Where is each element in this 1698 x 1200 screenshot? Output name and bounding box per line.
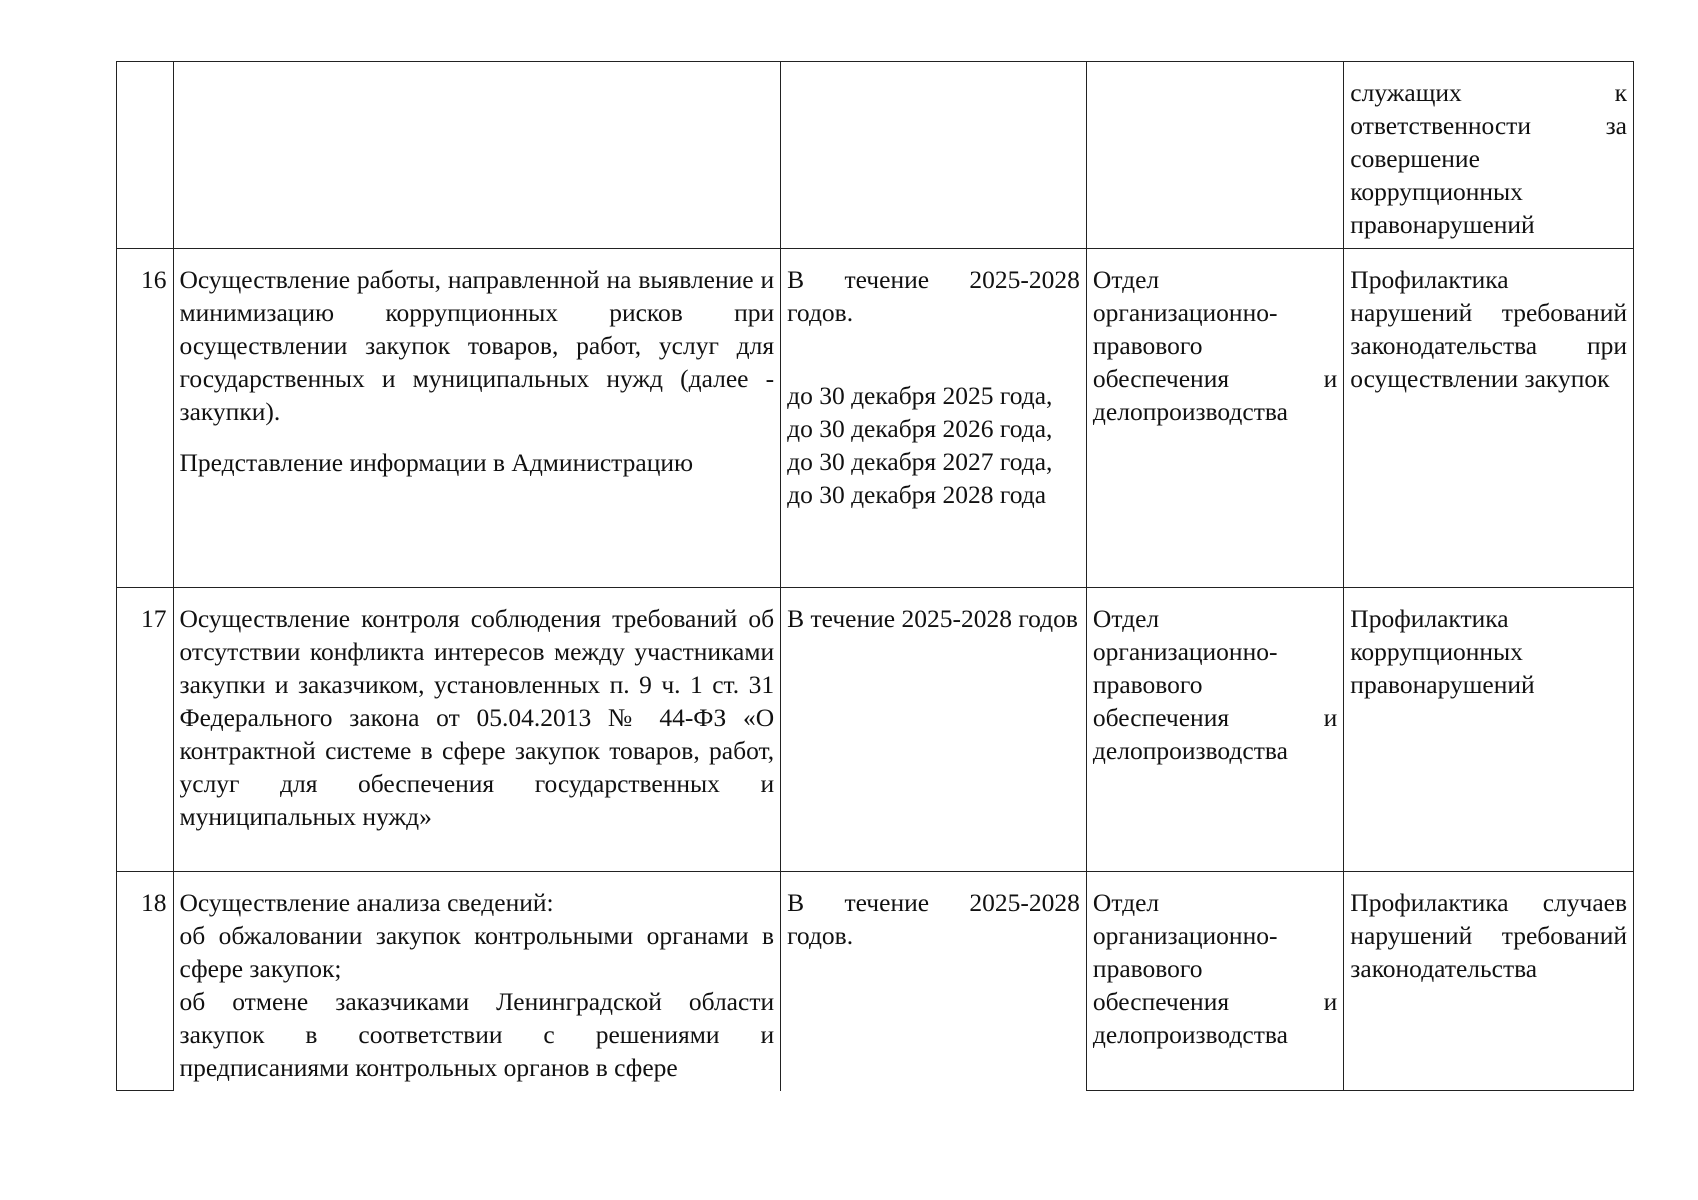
table-row-17	[117, 588, 1634, 872]
activity-text: Осуществление работы, направленной на выявление и минимизацию коррупционных рисков при осуществлении закупок товаров, работ, услуг для государственных и муниципальных нужд (далее - закупки).	[179, 265, 775, 426]
row-number-cell	[117, 62, 174, 249]
term-date: до 30 декабря 2027 года,	[787, 447, 1053, 476]
term-cell	[781, 872, 1087, 1091]
term-date: до 30 декабря 2025 года,	[787, 381, 1053, 410]
result-text: служащих к ответственности за совершение коррупционных правонарушений	[1350, 78, 1627, 239]
result-cell	[1344, 588, 1634, 872]
responsible-cell	[1086, 62, 1343, 249]
row-number-cell	[117, 249, 174, 588]
term-date: до 30 декабря 2028 года	[787, 480, 1047, 509]
responsible-cell	[1086, 249, 1343, 588]
term-text: В течение 2025-2028 годов.	[787, 265, 1080, 327]
result-text: Профилактика случаев нарушений требований законодательства	[1350, 888, 1627, 983]
activity-text: об отмене заказчиками Ленинградской области закупок в соответствии с решениями и предписаниями контрольных органов в сфере	[179, 987, 775, 1082]
row-number-cell	[117, 872, 174, 1091]
activity-cell	[173, 872, 781, 1091]
term-cell	[781, 249, 1087, 588]
table-row-continuation	[117, 62, 1634, 249]
row-number: 16	[141, 265, 167, 294]
activity-cell	[173, 588, 781, 872]
responsible-text: Отдел организационно-правового обеспечения и делопроизводства	[1092, 265, 1338, 426]
activity-text: Представление информации в Администрацию	[179, 448, 694, 477]
activity-cell	[173, 249, 781, 588]
activity-cell	[173, 62, 781, 249]
table-row-16	[117, 249, 1634, 588]
activity-text: Осуществление контроля соблюдения требований об отсутствии конфликта интересов между участниками закупки и заказчиком, установленных п. 9 ч. 1 ст. 31 Федерального закона от 05.04.2013 № 44-ФЗ «О контрактной системе в сфере закупок товаров, работ, услуг для обеспечения государственных и муниципальных нужд»	[179, 604, 775, 831]
responsible-cell	[1086, 872, 1343, 1091]
table-row-18	[117, 872, 1634, 1091]
result-cell	[1344, 249, 1634, 588]
result-cell	[1344, 62, 1634, 249]
term-cell	[781, 588, 1087, 872]
result-text: Профилактика коррупционных правонарушений	[1350, 604, 1535, 699]
responsible-cell	[1086, 588, 1343, 872]
term-cell	[781, 62, 1087, 249]
activity-text: об обжаловании закупок контрольными органами в сфере закупок;	[179, 921, 775, 983]
term-date: до 30 декабря 2026 года,	[787, 414, 1053, 443]
term-dates	[787, 379, 1080, 511]
action-plan-table	[116, 61, 1634, 1091]
responsible-text: Отдел организационно-правового обеспечения и делопроизводства	[1092, 604, 1338, 765]
row-number-cell	[117, 588, 174, 872]
row-number: 18	[141, 888, 167, 917]
activity-text: Осуществление анализа сведений:	[179, 888, 554, 917]
term-text: В течение 2025-2028 годов.	[787, 888, 1080, 950]
term-text: В течение 2025-2028 годов	[787, 604, 1078, 633]
row-number: 17	[141, 604, 167, 633]
responsible-text: Отдел организационно-правового обеспечения и делопроизводства	[1092, 888, 1338, 1049]
result-cell	[1344, 872, 1634, 1091]
result-text: Профилактика нарушений требований законодательства при осуществлении закупок	[1350, 265, 1627, 393]
